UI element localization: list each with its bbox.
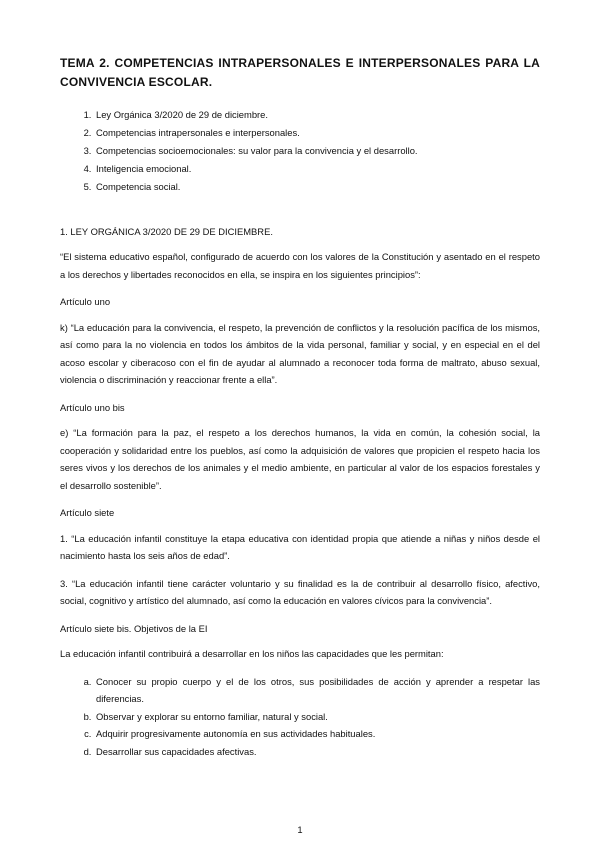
objective-item: a. Conocer su propio cuerpo y el de los otros, sus posibilidades de acción y aprender a respetar las diferencias. [94,673,540,708]
article-heading: Artículo siete bis. Objetivos de la EI [60,622,208,634]
article-text: e) “La formación para la paz, el respeto a los derechos humanos, la vida en común, la cohesión social, la cooperación y solidaridad entre los pueblos, así como la adquisición de valores que propicien el respeto hacia los seres vivos y los derechos de los animales y el medio ambiente, en particular al valor de los espacios forestales y el desarrollo sostenible”. [60,427,540,491]
article-heading: Artículo uno bis [60,401,125,413]
toc-item: 1. Ley Orgánica 3/2020 de 29 de diciembre. [94,106,540,124]
intro-quote: “El sistema educativo español, configurado de acuerdo con los valores de la Constitución y asentado en el respeto a los derechos y libertades reconocidos en ella, se inspira en los siguientes principios”: [60,251,540,280]
objective-item: b. Observar y explorar su entorno familiar, natural y social. [94,708,540,726]
toc-item: 4. Inteligencia emocional. [94,160,540,178]
toc-item: 2. Competencias intrapersonales e interpersonales. [94,124,540,142]
objective-item: c. Adquirir progresivamente autonomía en sus actividades habituales. [94,725,540,743]
objectives-list [60,673,540,761]
document-title: TEMA 2. COMPETENCIAS INTRAPERSONALES E INTERPERSONALES PARA LA CONVIVENCIA ESCOLAR. [60,56,540,89]
article-text: k) “La educación para la convivencia, el respeto, la prevención de conflictos y la resolución pacífica de los mismos, así como para la no violencia en todos los ámbitos de la vida personal, familiar y social, y en especial en el del acoso escolar y ciberacoso con el fin de ayudar al alumnado a reconocer toda forma de maltrato, abuso sexual, violencia o discriminación y reaccionar frente a ella”. [60,321,540,385]
article-heading: Artículo uno [60,296,111,307]
article-heading: Artículo siete [60,507,115,518]
article-text: 1. “La educación infantil constituye la etapa educativa con identidad propia que atiende a niñas y niños desde el nacimiento hasta los seis años de edad”. [60,532,540,561]
article-text: 3. “La educación infantil tiene carácter voluntario y su finalidad es la de contribuir al desarrollo físico, afectivo, social, cognitivo y artístico del alumnado, así como la educación en valores cívicos para la convivencia”. [60,577,540,606]
objectives-intro: La educación infantil contribuirá a desarrollar en los niños las capacidades que les permitan: [60,648,444,659]
toc-item: 5. Competencia social. [94,178,540,196]
toc-item: 3. Competencias socioemocionales: su valor para la convivencia y el desarrollo. [94,142,540,160]
table-of-contents [60,106,540,196]
document-page [60,54,540,760]
objective-item: d. Desarrollar sus capacidades afectivas. [94,743,540,761]
section-heading: 1. LEY ORGÁNICA 3/2020 DE 29 DE DICIEMBRE. [60,226,273,237]
page-number: 1 [297,824,303,835]
